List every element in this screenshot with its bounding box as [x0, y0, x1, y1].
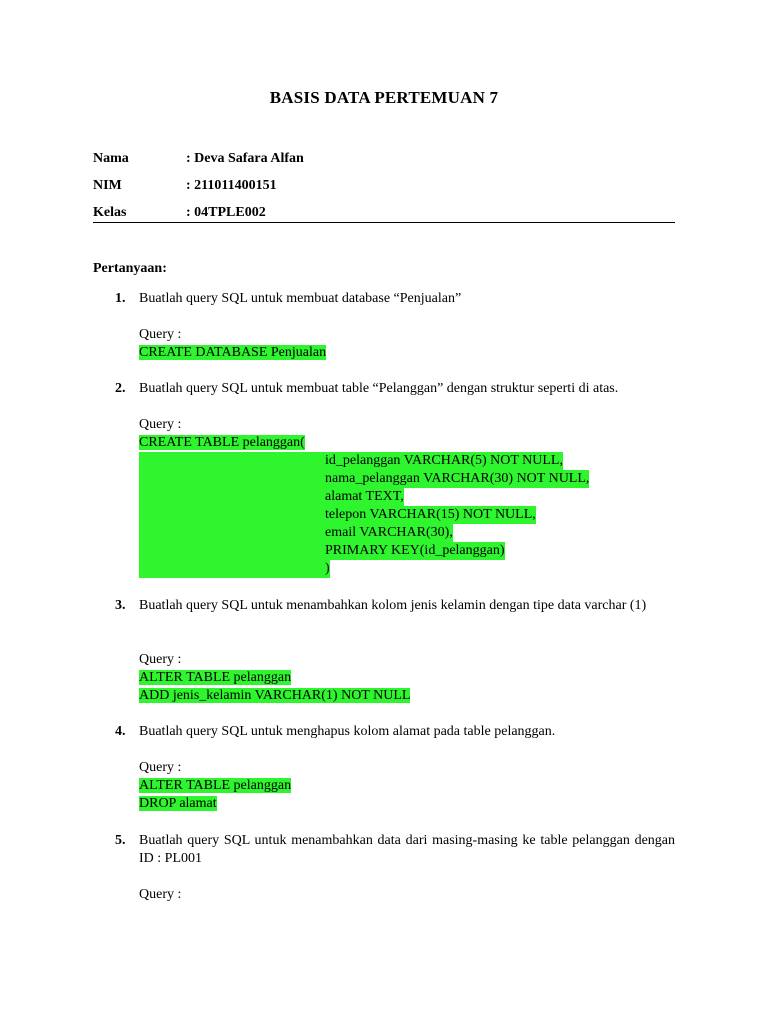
- question-number: 4.: [115, 724, 126, 739]
- query-label: Query :: [139, 887, 182, 902]
- query-label: Query :: [139, 760, 182, 775]
- code-line: [139, 795, 217, 813]
- question-text: Buatlah query SQL untuk membuat database “Penjualan”: [139, 291, 462, 306]
- code-text: nama_pelanggan VARCHAR(30) NOT NULL,: [325, 471, 590, 486]
- query-label: Query :: [139, 417, 182, 432]
- info-label: Nama: [93, 151, 129, 166]
- question-text: Buatlah query SQL untuk menambahkan kolom jenis kelamin dengan tipe data varchar (1): [139, 598, 647, 613]
- code-indent-highlight: [139, 506, 325, 524]
- code-line: [139, 434, 305, 452]
- info-label: Kelas: [93, 205, 127, 220]
- question-text: Buatlah query SQL untuk menambahkan data dari masing-masing ke table pelanggan dengan ID : PL001: [139, 833, 675, 866]
- code-text: ): [325, 561, 330, 576]
- code-text: CREATE DATABASE Penjualan: [139, 345, 327, 360]
- question-number: 5.: [115, 833, 126, 848]
- question-number: 2.: [115, 381, 126, 396]
- question-number: 1.: [115, 291, 126, 306]
- document-title: BASIS DATA PERTEMUAN 7: [269, 88, 499, 107]
- code-text: id_pelanggan VARCHAR(5) NOT NULL,: [325, 453, 563, 468]
- code-indent-highlight: [139, 452, 325, 470]
- code-text: PRIMARY KEY(id_pelanggan): [325, 543, 505, 558]
- code-indent-highlight: [139, 542, 325, 560]
- header-divider: [93, 222, 675, 223]
- question-text: Buatlah query SQL untuk menghapus kolom alamat pada table pelanggan.: [139, 724, 556, 739]
- code-text: telepon VARCHAR(15) NOT NULL,: [325, 507, 536, 522]
- code-indent-highlight: [139, 524, 325, 542]
- code-line: [139, 344, 326, 362]
- code-text: email VARCHAR(30),: [325, 525, 453, 540]
- code-text: ALTER TABLE pelanggan: [139, 670, 292, 685]
- question-text: Buatlah query SQL untuk membuat table “Pelanggan” dengan struktur seperti di atas.: [139, 381, 619, 396]
- code-line: [139, 777, 291, 795]
- info-value: : 211011400151: [186, 178, 277, 193]
- code-line: [139, 687, 410, 705]
- code-indent-highlight: [139, 488, 325, 506]
- section-label: Pertanyaan:: [93, 261, 167, 276]
- info-value: : 04TPLE002: [186, 205, 266, 220]
- code-indent-highlight: [139, 470, 325, 488]
- code-text: DROP alamat: [139, 796, 217, 811]
- code-text: ALTER TABLE pelanggan: [139, 778, 292, 793]
- code-text: alamat TEXT,: [325, 489, 404, 504]
- query-label: Query :: [139, 327, 182, 342]
- code-text: ADD jenis_kelamin VARCHAR(1) NOT NULL: [139, 688, 411, 703]
- info-value: : Deva Safara Alfan: [186, 151, 304, 166]
- code-indent-highlight: [139, 560, 325, 578]
- question-number: 3.: [115, 598, 126, 613]
- code-line: [139, 669, 291, 687]
- code-text: CREATE TABLE pelanggan(: [139, 435, 305, 450]
- info-label: NIM: [93, 178, 122, 193]
- query-label: Query :: [139, 652, 182, 667]
